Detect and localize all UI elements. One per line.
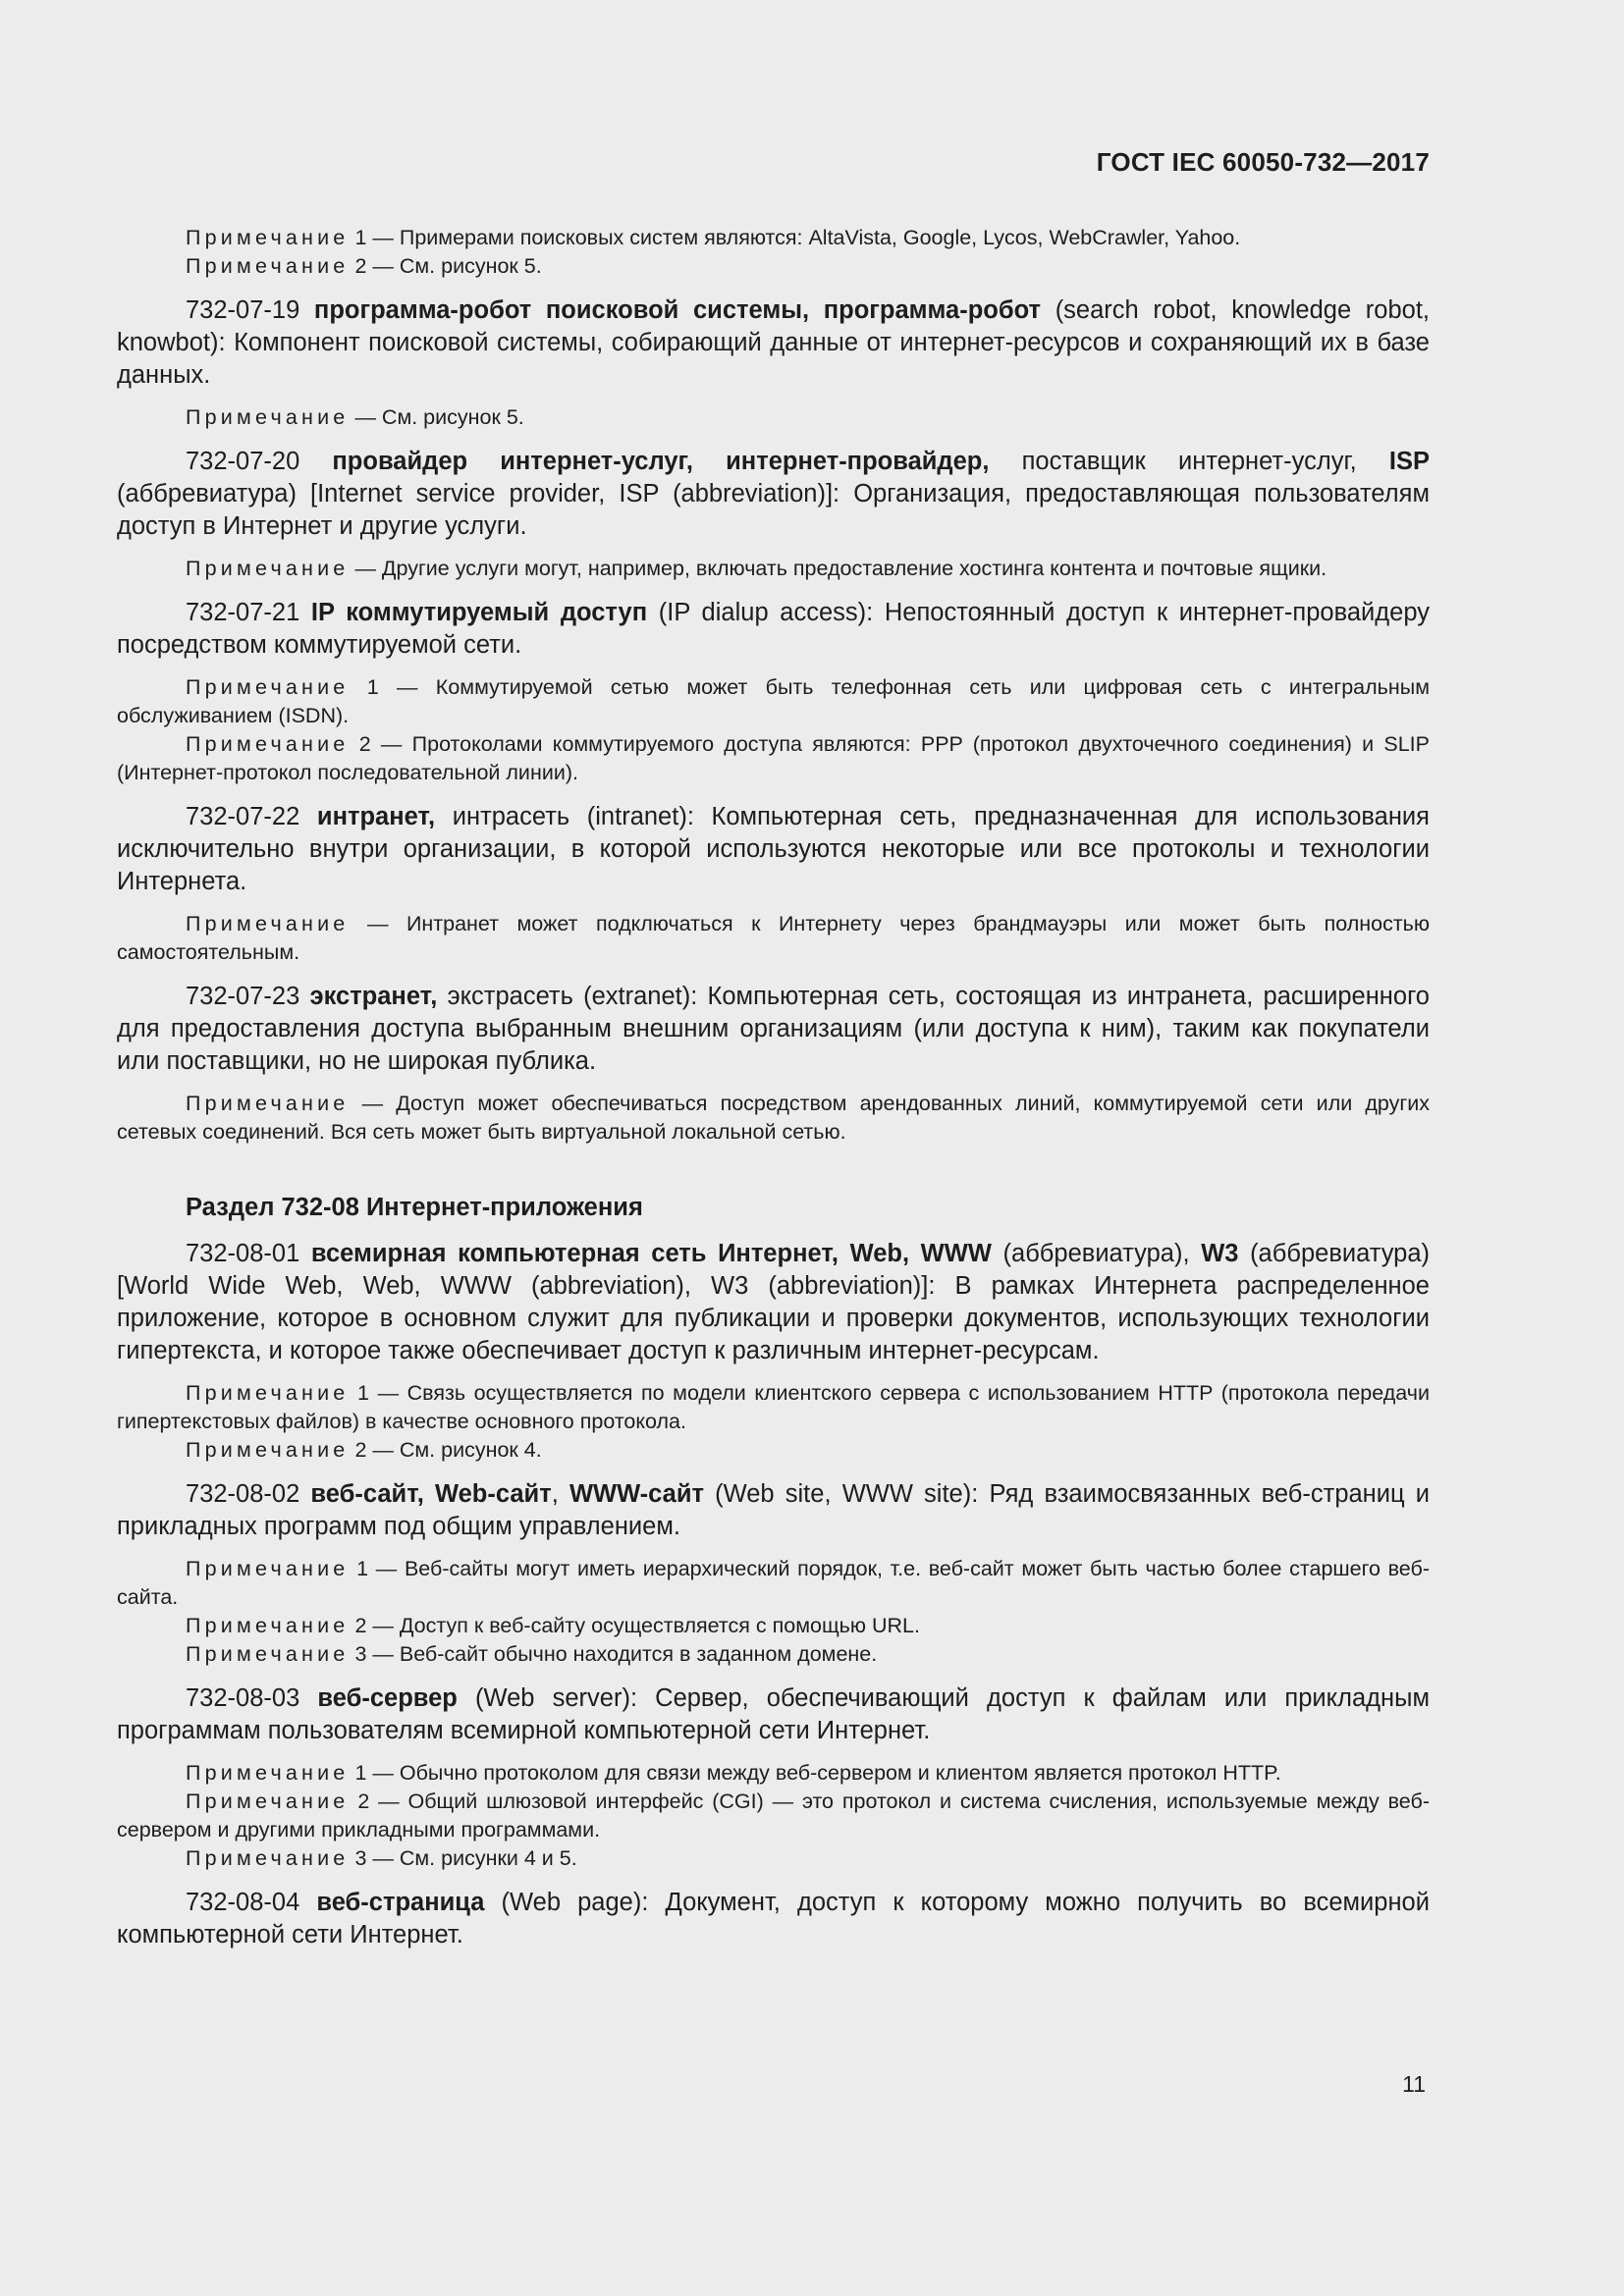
note-label: Примечание [186,226,350,249]
note-number: 2 [354,254,367,278]
note [117,224,1430,252]
note [117,1436,1430,1465]
note-text: — Веб-сайт обычно находится в заданном домене. [372,1642,878,1666]
note [117,252,1430,281]
term-name: всемирная компьютерная сеть Интернет, Web, WWW [310,1240,992,1267]
term-text: (IP dialup access): Непостоянный доступ к интернет-провайдеру посредством коммутируемой сети. [117,599,1430,659]
term-text: интрасеть (intranet): Компьютерная сеть, предназначенная для использования исключительно внутри организации, в которой используются некоторые или все протоколы и технологии Интернета. [117,803,1430,895]
note-label: Примечание [186,1092,350,1115]
notes-group [117,1090,1430,1147]
note [117,1788,1430,1844]
term-number: 732-08-04 [186,1889,300,1916]
note-number: 2 [358,732,371,756]
note-label: Примечание [186,557,350,580]
note-text: — Доступ может обеспечиваться посредством арендованных линий, коммутируемой сети или других сетевых соединений. Вся сеть может быть виртуальной локальной сетью. [117,1092,1431,1144]
term-number: 732-08-01 [186,1240,300,1267]
term-number: 732-07-20 [186,448,300,475]
term-entry [117,1238,1430,1367]
note-number: 2 [357,1789,370,1813]
section-heading: Раздел 732-08 Интернет-приложения [186,1194,643,1221]
note [117,1844,1430,1873]
note-number: 1 [356,1557,369,1580]
term-number: 732-07-21 [186,599,300,626]
note-text: — Общий шлюзовой интерфейс (CGI) — это протокол и система счисления, используемые между веб-сервером и другими прикладными программами. [117,1789,1430,1842]
term-name: ISP [1388,448,1430,475]
note [117,1379,1430,1436]
term-name: веб-сайт, Web-сайт [310,1480,552,1508]
note-label: Примечание [186,1557,350,1580]
note-text: — См. рисунок 5. [372,254,542,278]
document-body [117,224,1430,1963]
term-number: 732-08-02 [186,1480,300,1508]
note [117,1090,1430,1147]
term-name: интранет, [316,803,436,830]
note-label: Примечание [186,912,350,935]
note [117,730,1430,787]
note-number: 1 [357,1381,369,1405]
term-entry [117,597,1430,662]
term-text: (Web server): Сервер, обеспечивающий доступ к файлам или прикладным программам пользователям всемирной компьютерной сети Интернет. [117,1684,1430,1744]
note [117,1759,1430,1788]
note-label: Примечание [186,254,350,278]
term-name: программа-робот поисковой системы, программа-робот [313,296,1042,324]
note-label: Примечание [186,1761,350,1785]
term-text: (аббревиатура) [World Wide Web, Web, WWW (abbreviation), W3 (abbreviation)]: В рамках Интернета распределенное приложение, которое в основном служит для публикации и проверки документов, использующих технологии гипертекста, и которое также обеспечивает доступ к различным интернет-ресурсам. [117,1240,1431,1364]
note [117,1555,1430,1612]
term-name: провайдер интернет-услуг, интернет-провайдер, [332,448,990,475]
note-label: Примечание [186,1381,350,1405]
term-entry [117,1887,1430,1951]
note-text: — См. рисунок 4. [372,1438,542,1462]
note-text: — Другие услуги могут, например, включать предоставление хостинга контента и почтовые ящики. [354,557,1327,580]
note-text: — Коммутируемой сетью может быть телефонная сеть или цифровая сеть с интегральным обслуживанием (ISDN). [117,675,1430,727]
term-entry [117,981,1430,1078]
term-name: веб-страница [316,1889,485,1916]
term-entry [117,1478,1430,1543]
term-text: , [551,1480,569,1508]
term-name: IP коммутируемый доступ [310,599,648,626]
note [117,555,1430,583]
note [117,1640,1430,1669]
document-header: ГОСТ IEC 60050-732—2017 [1096,147,1430,177]
notes-group [117,224,1430,281]
note [117,910,1430,967]
note-number: 1 [354,226,367,249]
term-text: экстрасеть (extranet): Компьютерная сеть, состоящая из интранета, расширенного для предоставления доступа выбранным внешним организациям (или доступа к ним), таким как покупатели или поставщики, но не широкая публика. [117,983,1430,1075]
note-text: — Протоколами коммутируемого доступа являются: PPP (протокол двухточечного соединения) и SLIP (Интернет-протокол последовательной линии). [117,732,1430,784]
notes-group [117,1379,1430,1465]
notes-group [117,910,1430,967]
note-text: — Примерами поисковых систем являются: AltaVista, Google, Lycos, WebCrawler, Yahoo. [372,226,1241,249]
note [117,403,1430,432]
note-text: — Связь осуществляется по модели клиентского сервера с использованием HTTP (протокола передачи гипертекстовых файлов) в качестве основного протокола. [117,1381,1430,1433]
page-number: 11 [1402,2071,1426,2097]
term-entry [117,801,1430,898]
note-label: Примечание [186,1642,350,1666]
term-number: 732-07-19 [186,296,300,324]
note-number: 3 [354,1642,367,1666]
term-text: (Web site, WWW site): Ряд взаимосвязанных веб-страниц и прикладных программ под общим управлением. [117,1480,1431,1540]
term-number: 732-08-03 [186,1684,300,1712]
term-name: экстранет, [309,983,438,1010]
note-text: — См. рисунок 5. [354,405,524,429]
notes-group [117,673,1430,787]
note-text: — Интранет может подключаться к Интернету через брандмауэры или может быть полностью самостоятельным. [117,912,1430,964]
note-number: 2 [354,1438,367,1462]
note-label: Примечание [186,1614,350,1637]
term-number: 732-07-23 [186,983,300,1010]
note [117,673,1430,730]
note-number: 2 [354,1614,367,1637]
note-number: 1 [354,1761,367,1785]
note-label: Примечание [186,1789,350,1813]
note-text: — Обычно протоколом для связи между веб-сервером и клиентом является протокол HTTP. [372,1761,1281,1785]
term-text: (аббревиатура), [991,1240,1202,1267]
term-entry [117,294,1430,392]
notes-group [117,555,1430,583]
term-entry [117,1682,1430,1747]
note [117,1612,1430,1640]
notes-group [117,1555,1430,1669]
term-text: (Web page): Документ, доступ к которому можно получить во всемирной компьютерной сети Интернет. [117,1889,1430,1949]
term-entry [117,446,1430,543]
term-text: поставщик интернет-услуг, [989,448,1389,475]
term-number: 732-07-22 [186,803,300,830]
notes-group [117,403,1430,432]
note-label: Примечание [186,1438,350,1462]
note-number: 1 [366,675,379,699]
note-text: — Доступ к веб-сайту осуществляется с помощью URL. [372,1614,920,1637]
term-text: (аббревиатура) [Internet service provider, ISP (abbreviation)]: Организация, предоставляющая пользователям доступ в Интернет и другие услуги. [117,480,1430,540]
term-name: веб-сервер [317,1684,458,1712]
notes-group [117,1759,1430,1873]
note-text: — См. рисунки 4 и 5. [372,1846,577,1870]
note-number: 3 [354,1846,367,1870]
note-label: Примечание [186,732,350,756]
note-label: Примечание [186,405,350,429]
term-name: WWW-сайт [568,1480,704,1508]
term-text: (search robot, knowledge robot, knowbot): Компонент поисковой системы, собирающий данные от интернет-ресурсов и сохраняющий их в базе данных. [117,296,1430,389]
term-name: W3 [1201,1240,1239,1267]
note-label: Примечание [186,1846,350,1870]
note-label: Примечание [186,675,350,699]
note-text: — Веб-сайты могут иметь иерархический порядок, т.е. веб-сайт может быть частью более старшего веб-сайта. [117,1557,1430,1609]
